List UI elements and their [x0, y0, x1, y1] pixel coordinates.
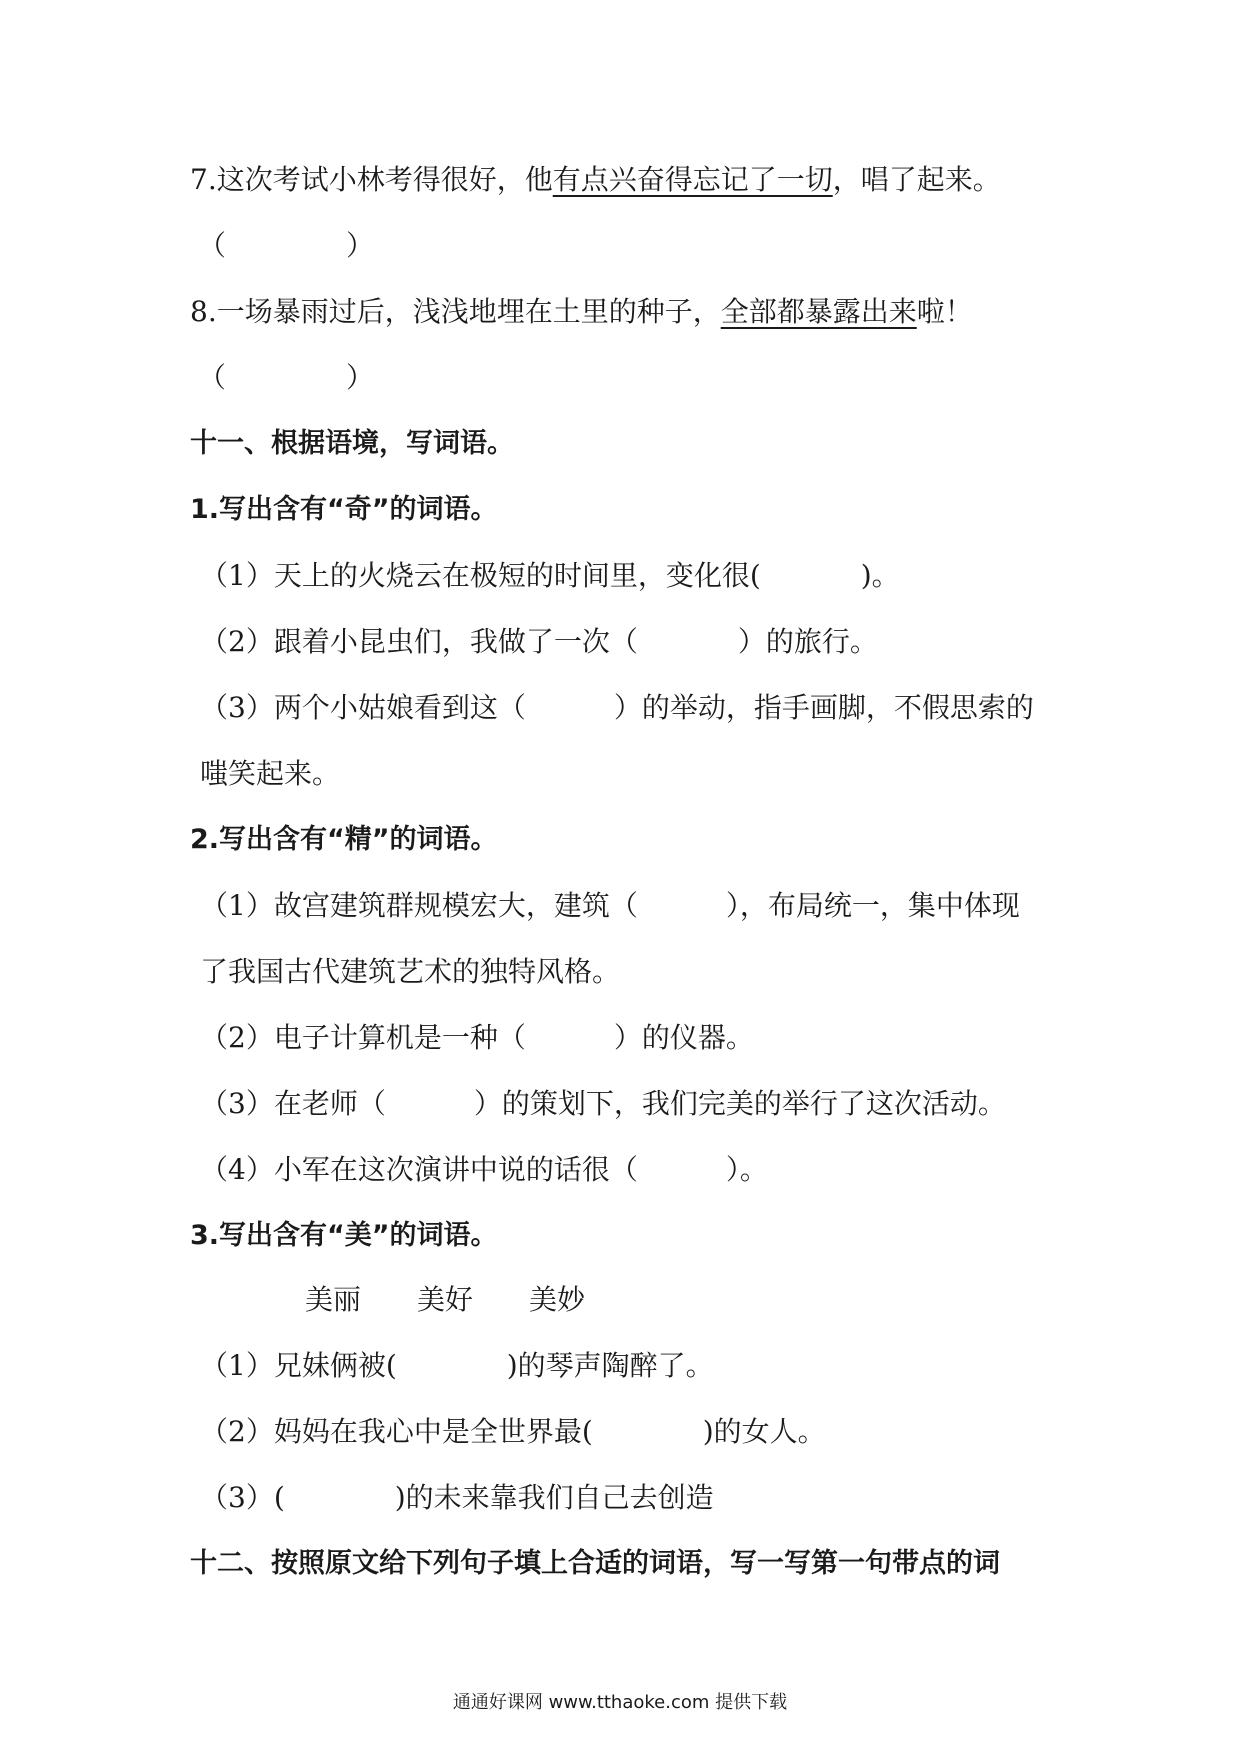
question-7-underlined: 有点兴奋得忘记了一切 — [552, 163, 833, 196]
word-bank-item: 美妙 — [529, 1283, 586, 1316]
part-1-item-3: （3）两个小姑娘看到这（ ）的举动，指手画脚，不假思索的 — [200, 691, 1034, 724]
part-2-item-2: （2）电子计算机是一种（ ）的仪器。 — [200, 1021, 754, 1054]
part-2-title: 2.写出含有“精”的词语。 — [190, 824, 498, 855]
part-1-item-1: （1）天上的火烧云在极短的时间里，变化很( )。 — [200, 559, 900, 592]
question-7-tail: ，唱了起来。 — [832, 163, 1001, 196]
question-7-text: 7.这次考试小林考得很好，他 — [190, 163, 553, 196]
question-8-tail: 啦！ — [916, 295, 973, 328]
word-bank — [305, 1280, 641, 1320]
answer-blank-8[interactable]: （ ） — [198, 361, 375, 394]
page-footer: 通通好课网 www.tthaoke.com 提供下载 — [452, 1692, 788, 1713]
part-1-item-2: （2）跟着小昆虫们，我做了一次（ ）的旅行。 — [200, 625, 878, 658]
part-2-item-3: （3）在老师（ ）的策划下，我们完美的举行了这次活动。 — [200, 1087, 1006, 1120]
part-2-item-1-continued: 了我国古代建筑艺术的独特风格。 — [200, 955, 621, 988]
word-bank-item: 美好 — [417, 1283, 474, 1316]
question-7 — [190, 160, 1001, 200]
answer-blank-7[interactable]: （ ） — [198, 229, 375, 262]
section-11-heading: 十一、根据语境，写词语。 — [190, 428, 514, 459]
part-1-title: 1.写出含有“奇”的词语。 — [190, 494, 498, 525]
word-bank-item: 美丽 — [305, 1283, 362, 1316]
question-8-underlined: 全部都暴露出来 — [720, 295, 917, 328]
part-3-item-2: （2）妈妈在我心中是全世界最( )的女人。 — [200, 1415, 826, 1448]
part-2-item-1: （1）故宫建筑群规模宏大，建筑（ ），布局统一，集中体现 — [200, 889, 1020, 922]
part-3-title: 3.写出含有“美”的词语。 — [190, 1220, 498, 1251]
part-3-item-3: （3）( )的未来靠我们自己去创造 — [200, 1481, 714, 1514]
part-2-item-4: （4）小军在这次演讲中说的话很（ ）。 — [200, 1153, 768, 1186]
question-8 — [190, 292, 973, 332]
section-12-heading: 十二、按照原文给下列句子填上合适的词语，写一写第一句带点的词 — [190, 1548, 1000, 1579]
part-3-item-1: （1）兄妹俩被( )的琴声陶醉了。 — [200, 1349, 714, 1382]
question-8-text: 8.一场暴雨过后，浅浅地埋在土里的种子， — [190, 295, 721, 328]
part-1-item-3-continued: 嗤笑起来。 — [200, 757, 341, 790]
